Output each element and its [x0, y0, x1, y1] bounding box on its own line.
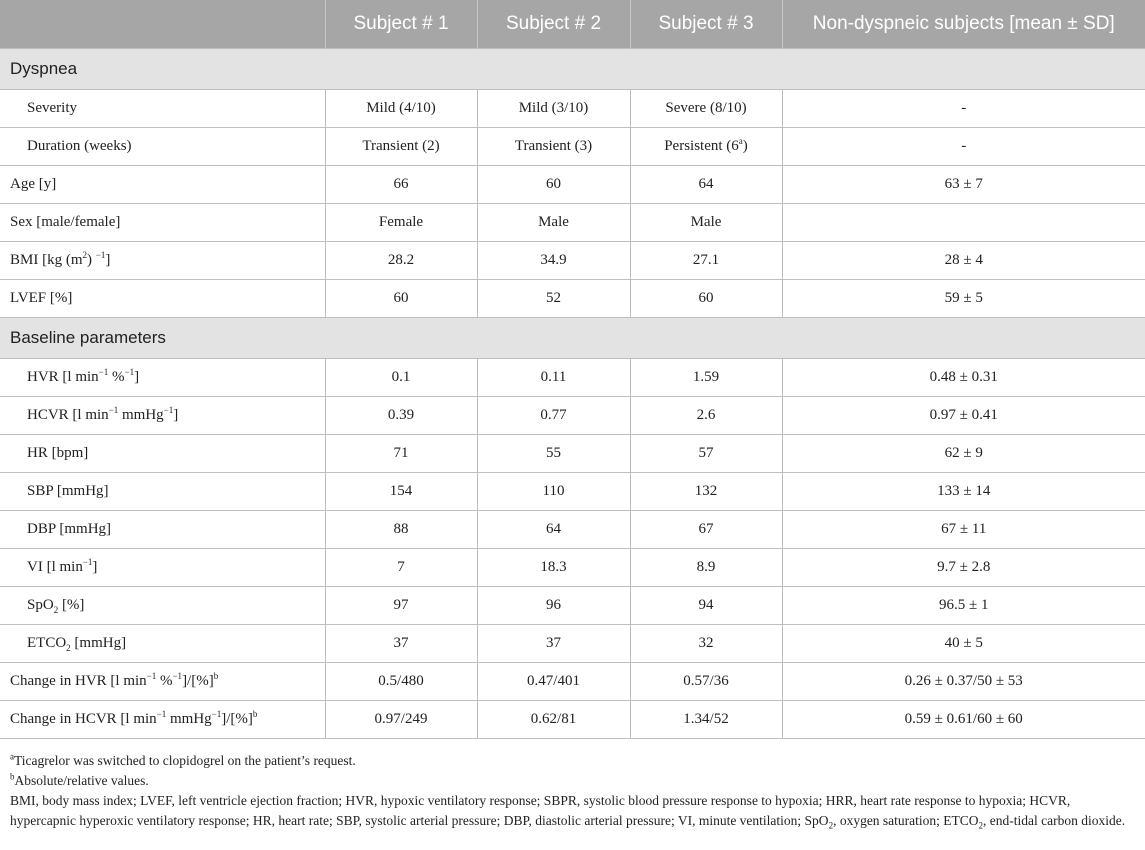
- row-label: HR [bpm]: [0, 435, 325, 473]
- label-text: mmHg: [166, 711, 212, 727]
- header-subject-3: Subject # 3: [630, 0, 782, 49]
- cell-subject-3: 67: [630, 511, 782, 549]
- cell-non-dyspneic: 0.97 ± 0.41: [782, 397, 1145, 435]
- footnote-abbreviations: [10, 791, 1138, 831]
- cell-subject-3: [630, 128, 782, 166]
- cell-subject-3: 60: [630, 280, 782, 318]
- table-row-age: [0, 166, 1145, 204]
- row-label: [0, 242, 325, 280]
- cell-subject-1: 88: [325, 511, 477, 549]
- footnote-mark-a: a: [10, 751, 14, 762]
- header-cell-empty: [0, 0, 325, 49]
- label-text: BMI [kg (m: [10, 252, 83, 268]
- cell-non-dyspneic: -: [782, 90, 1145, 128]
- label-text: %: [108, 369, 125, 385]
- cell-non-dyspneic: 67 ± 11: [782, 511, 1145, 549]
- label-text: [%]: [58, 597, 85, 613]
- table-row-hr: [0, 435, 1145, 473]
- cell-subject-2: Male: [477, 204, 630, 242]
- row-label: Sex [male/female]: [0, 204, 325, 242]
- row-label: SBP [mmHg]: [0, 473, 325, 511]
- cell-non-dyspneic: 0.26 ± 0.37/50 ± 53: [782, 663, 1145, 701]
- cell-subject-2: 34.9: [477, 242, 630, 280]
- table-row-hcvr: [0, 397, 1145, 435]
- superscript: −1: [98, 367, 109, 377]
- cell-subject-3: 1.34/52: [630, 701, 782, 739]
- cell-subject-3: 1.59: [630, 359, 782, 397]
- cell-subject-2: 60: [477, 166, 630, 204]
- footnote-mark-b: b: [252, 709, 258, 719]
- cell-subject-1: 97: [325, 587, 477, 625]
- row-label: [0, 587, 325, 625]
- label-text: [mmHg]: [70, 635, 127, 651]
- cell-non-dyspneic: 63 ± 7: [782, 166, 1145, 204]
- label-text: ]/[%]: [221, 711, 253, 727]
- superscript: −1: [124, 367, 135, 377]
- header-row: [0, 0, 1145, 49]
- cell-subject-2: 110: [477, 473, 630, 511]
- cell-subject-2: 0.77: [477, 397, 630, 435]
- cell-subject-3: 2.6: [630, 397, 782, 435]
- label-text: HCVR [l min: [27, 407, 109, 423]
- cell-subject-1: 28.2: [325, 242, 477, 280]
- label-text: ]: [134, 369, 140, 385]
- subscript: 2: [828, 820, 834, 831]
- cell-subject-1: Mild (4/10): [325, 90, 477, 128]
- row-label: DBP [mmHg]: [0, 511, 325, 549]
- superscript: −1: [146, 671, 157, 681]
- cell-subject-1: 154: [325, 473, 477, 511]
- cell-non-dyspneic: 0.59 ± 0.61/60 ± 60: [782, 701, 1145, 739]
- cell-subject-3: Male: [630, 204, 782, 242]
- footnote-mark-b: b: [213, 671, 219, 681]
- cell-subject-1: 0.1: [325, 359, 477, 397]
- cell-subject-3: Severe (8/10): [630, 90, 782, 128]
- superscript: −1: [163, 405, 174, 415]
- cell-subject-2: 18.3: [477, 549, 630, 587]
- table-row-change-hvr: [0, 663, 1145, 701]
- footnote-mark-a: a: [738, 136, 743, 146]
- cell-non-dyspneic: 96.5 ± 1: [782, 587, 1145, 625]
- cell-subject-1: 0.97/249: [325, 701, 477, 739]
- cell-text: Persistent (6: [664, 138, 739, 154]
- superscript: −1: [95, 250, 106, 260]
- cell-non-dyspneic: 9.7 ± 2.8: [782, 549, 1145, 587]
- section-label: Baseline parameters: [0, 318, 1145, 359]
- footnote-text: Ticagrelor was switched to clopidogrel on the patient’s request.: [14, 753, 356, 768]
- superscript: −1: [172, 671, 183, 681]
- section-row-baseline: [0, 318, 1145, 359]
- footnote-text: , end-tidal carbon dioxide.: [983, 813, 1126, 828]
- table-row-dbp: [0, 511, 1145, 549]
- superscript: −1: [108, 405, 119, 415]
- table-row-etco2: [0, 625, 1145, 663]
- cell-subject-1: 60: [325, 280, 477, 318]
- row-label: [0, 701, 325, 739]
- cell-subject-3: 94: [630, 587, 782, 625]
- superscript: 2: [82, 250, 87, 260]
- footnote-a: [10, 751, 1138, 771]
- label-text: VI [l min: [27, 559, 83, 575]
- cell-subject-3: 57: [630, 435, 782, 473]
- table-row-sex: [0, 204, 1145, 242]
- header-subject-1: Subject # 1: [325, 0, 477, 49]
- cell-non-dyspneic: 59 ± 5: [782, 280, 1145, 318]
- row-label: Duration (weeks): [0, 128, 325, 166]
- footnote-b: [10, 771, 1138, 791]
- cell-non-dyspneic: [782, 204, 1145, 242]
- label-text: %: [156, 673, 173, 689]
- cell-subject-1: Transient (2): [325, 128, 477, 166]
- cell-subject-3: 8.9: [630, 549, 782, 587]
- cell-subject-1: 0.39: [325, 397, 477, 435]
- cell-subject-1: 37: [325, 625, 477, 663]
- cell-non-dyspneic: 62 ± 9: [782, 435, 1145, 473]
- section-label: Dyspnea: [0, 49, 1145, 90]
- table-row-spo2: [0, 587, 1145, 625]
- row-label: [0, 397, 325, 435]
- cell-non-dyspneic: -: [782, 128, 1145, 166]
- cell-non-dyspneic: 0.48 ± 0.31: [782, 359, 1145, 397]
- table-row-change-hcvr: [0, 701, 1145, 739]
- footnote-mark-b: b: [10, 771, 15, 782]
- cell-subject-1: 7: [325, 549, 477, 587]
- superscript: −1: [211, 709, 222, 719]
- cell-subject-2: 55: [477, 435, 630, 473]
- table-row-bmi: [0, 242, 1145, 280]
- cell-non-dyspneic: 40 ± 5: [782, 625, 1145, 663]
- table-footnotes: [10, 751, 1138, 831]
- footnote-text: Absolute/relative values.: [14, 773, 149, 788]
- table-row-sbp: [0, 473, 1145, 511]
- cell-subject-3: 27.1: [630, 242, 782, 280]
- row-label: [0, 549, 325, 587]
- header-subject-2: Subject # 2: [477, 0, 630, 49]
- row-label: [0, 625, 325, 663]
- cell-subject-2: 0.47/401: [477, 663, 630, 701]
- cell-subject-1: 71: [325, 435, 477, 473]
- cell-subject-2: 37: [477, 625, 630, 663]
- section-row-dyspnea: [0, 49, 1145, 90]
- cell-subject-3: 64: [630, 166, 782, 204]
- label-text: Change in HCVR [l min: [10, 711, 157, 727]
- table-row-hvr: [0, 359, 1145, 397]
- cell-subject-1: Female: [325, 204, 477, 242]
- label-text: SpO: [27, 597, 54, 613]
- label-text: ]: [105, 252, 111, 268]
- label-text: ETCO: [27, 635, 67, 651]
- label-text: HVR [l min: [27, 369, 99, 385]
- cell-subject-2: Mild (3/10): [477, 90, 630, 128]
- label-text: ]/[%]: [182, 673, 214, 689]
- cell-subject-3: 0.57/36: [630, 663, 782, 701]
- label-text: ]: [92, 559, 98, 575]
- cell-subject-1: 0.5/480: [325, 663, 477, 701]
- cell-subject-2: Transient (3): [477, 128, 630, 166]
- label-text: ]: [173, 407, 179, 423]
- row-label: Severity: [0, 90, 325, 128]
- cell-text: ): [742, 138, 748, 154]
- cell-subject-1: 66: [325, 166, 477, 204]
- row-label: [0, 663, 325, 701]
- cell-subject-3: 132: [630, 473, 782, 511]
- header-non-dyspneic: Non-dyspneic subjects [mean ± SD]: [782, 0, 1145, 49]
- cell-non-dyspneic: 28 ± 4: [782, 242, 1145, 280]
- cell-subject-2: 64: [477, 511, 630, 549]
- label-text: Change in HVR [l min: [10, 673, 147, 689]
- cell-subject-2: 0.62/81: [477, 701, 630, 739]
- table-row-vi: [0, 549, 1145, 587]
- table-row-severity: [0, 90, 1145, 128]
- cell-subject-2: 52: [477, 280, 630, 318]
- row-label: [0, 359, 325, 397]
- row-label: LVEF [%]: [0, 280, 325, 318]
- cell-subject-2: 96: [477, 587, 630, 625]
- table-row-lvef: [0, 280, 1145, 318]
- label-text: ): [87, 252, 96, 268]
- subscript: 2: [978, 820, 984, 831]
- row-label: Age [y]: [0, 166, 325, 204]
- cell-non-dyspneic: 133 ± 14: [782, 473, 1145, 511]
- cell-subject-3: 32: [630, 625, 782, 663]
- footnote-text: BMI, body mass index; LVEF, left ventricle ejection fraction; HVR, hypoxic ventilatory response; SBPR, systolic blood pressure response to hypoxia; HRR, heart rate response to hypoxia; HCVR, hypercapnic hyperoxic ventilatory response; HR, heart rate; SBP, systolic arterial pressure; DBP, diastolic arterial pressure; VI, minute ventilation; SpO: [10, 793, 1071, 828]
- superscript: −1: [82, 557, 93, 567]
- table-row-duration: [0, 128, 1145, 166]
- subscript: 2: [53, 605, 59, 615]
- label-text: mmHg: [118, 407, 164, 423]
- footnote-text: , oxygen saturation; ETCO: [833, 813, 979, 828]
- superscript: −1: [156, 709, 167, 719]
- cell-subject-2: 0.11: [477, 359, 630, 397]
- subscript: 2: [66, 643, 71, 653]
